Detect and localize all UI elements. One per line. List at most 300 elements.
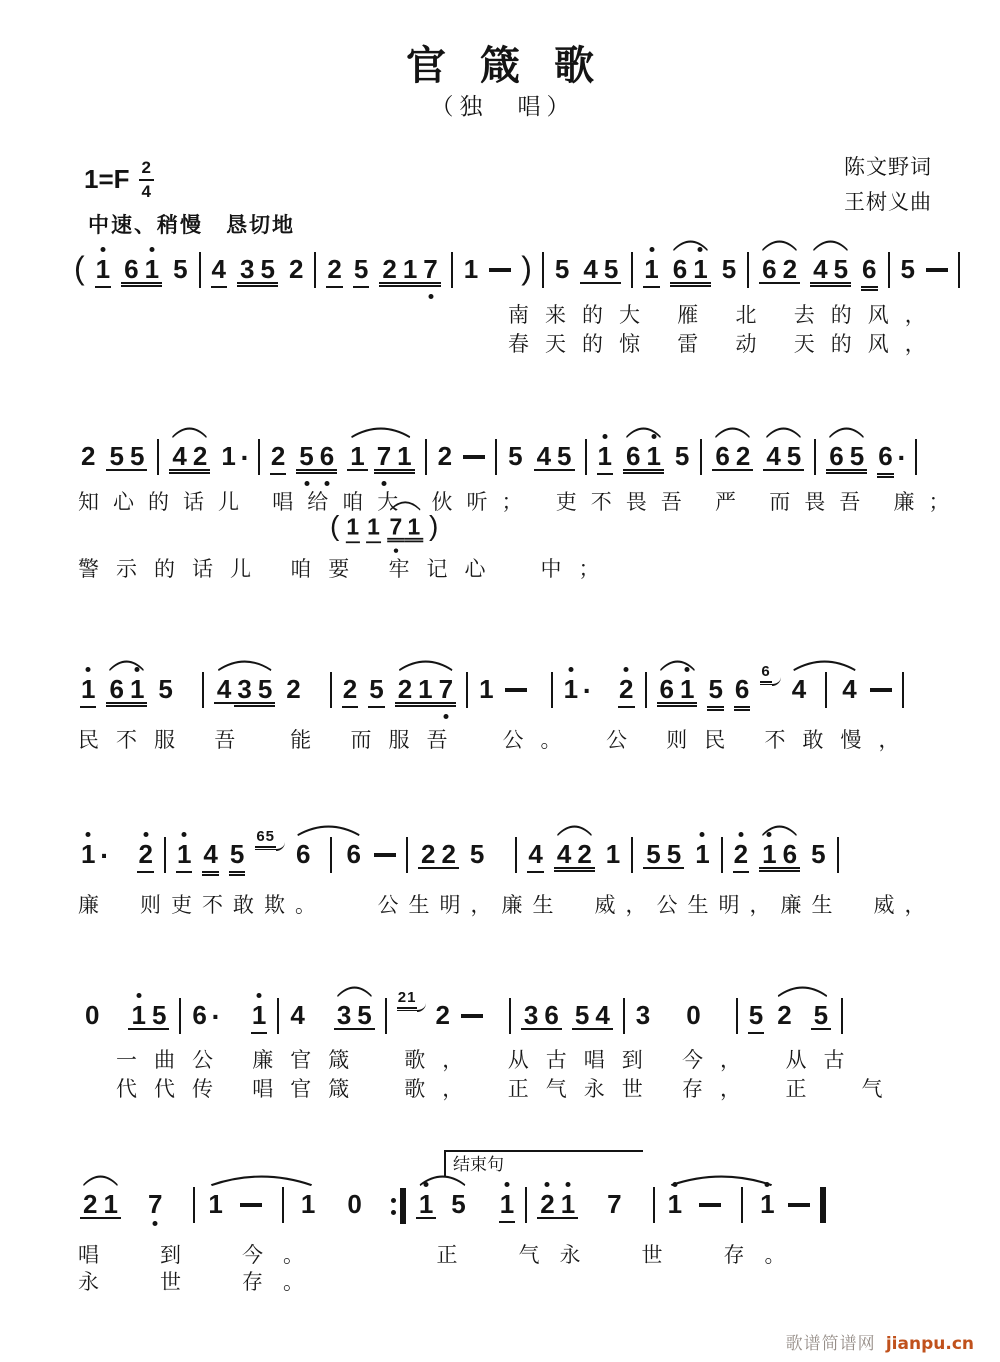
- barline: [525, 1187, 527, 1223]
- note: [237, 256, 257, 284]
- note: [172, 256, 188, 282]
- note: [665, 1191, 685, 1217]
- note-digit: 7: [376, 441, 392, 471]
- barline: [157, 439, 159, 475]
- note-digit: 2: [270, 441, 286, 471]
- note-digit: 4: [791, 674, 807, 704]
- slur-arc: [659, 659, 696, 671]
- note-digit: 5: [554, 254, 570, 284]
- note: [157, 676, 173, 702]
- note: [690, 256, 710, 284]
- note: [900, 256, 916, 282]
- slur-arc: [556, 824, 593, 836]
- note: [478, 676, 494, 702]
- note-digit: 1: [644, 254, 659, 284]
- note: [635, 1002, 651, 1028]
- note-digit: 6: [296, 839, 311, 869]
- slur-group: [334, 1002, 375, 1030]
- note: [353, 256, 369, 288]
- slur-group: [169, 443, 210, 471]
- note: [127, 443, 147, 471]
- slur-group: [670, 256, 711, 284]
- duration-dash: [374, 853, 396, 857]
- note-digit: 7: [607, 1189, 622, 1219]
- note-digit: 2: [540, 1189, 555, 1219]
- note-digit: 1: [418, 674, 433, 704]
- barline: [425, 439, 427, 475]
- note-digit: 1: [367, 513, 380, 540]
- note-digit: 3: [336, 1000, 352, 1030]
- slur-group: [774, 1002, 831, 1030]
- note-digit: 5: [666, 839, 682, 869]
- beam-group: [580, 256, 621, 284]
- note-digit: 5: [369, 674, 384, 704]
- barline: [958, 252, 960, 288]
- note: [202, 841, 218, 873]
- slur-arc: [828, 426, 865, 438]
- note-digit: 5: [721, 254, 737, 284]
- note: [499, 1191, 515, 1223]
- octave-dot-below: [428, 294, 433, 299]
- lyrics-line-4-1: 廉 则吏不敢欺。 公生明，廉生 威，公生明，廉生 威，: [78, 893, 936, 917]
- octave-dot-below: [381, 481, 386, 486]
- watermark: [786, 1329, 974, 1354]
- note: [759, 256, 779, 284]
- note: [507, 443, 523, 469]
- spacer: [226, 1191, 236, 1192]
- octave-dot-below: [443, 714, 448, 719]
- note: [257, 256, 277, 284]
- note: [643, 256, 659, 288]
- note-digit: 5: [786, 441, 802, 471]
- note: [839, 676, 859, 702]
- beam-group: [374, 443, 415, 471]
- note-digit: 5: [151, 1000, 167, 1030]
- octave-dot-above: [86, 832, 91, 837]
- note: [712, 443, 732, 471]
- note-digit: 5: [299, 441, 314, 471]
- note: [420, 256, 440, 284]
- barline: [888, 252, 890, 288]
- slur-group: [826, 443, 867, 471]
- octave-dot-above: [649, 247, 654, 252]
- beam-group: [106, 443, 147, 471]
- beam-group: [379, 256, 440, 284]
- final-barline: [820, 1187, 826, 1223]
- note: [394, 443, 414, 471]
- note-digit: 5: [508, 441, 523, 471]
- note-digit: 6: [734, 674, 750, 704]
- beam-group: [296, 443, 337, 471]
- note: [317, 443, 337, 471]
- note-digit: 3: [523, 1000, 539, 1030]
- spacer: [495, 841, 505, 842]
- beam-group: [534, 443, 575, 471]
- open-parenthesis: (: [330, 509, 340, 542]
- note: [527, 841, 543, 873]
- note: [597, 443, 613, 475]
- note-digit: 5: [129, 441, 145, 471]
- note-digit: 2: [342, 674, 358, 704]
- barline: [700, 439, 702, 475]
- spacer: [685, 1191, 695, 1192]
- octave-dot-above: [143, 832, 148, 837]
- key-signature: [84, 158, 154, 201]
- note: [664, 841, 684, 869]
- spacer: [110, 1002, 118, 1003]
- note: [811, 1002, 831, 1030]
- duration-dash: [489, 268, 511, 272]
- note-digit: 2: [397, 674, 413, 704]
- spacer: [436, 1191, 448, 1192]
- note: [534, 443, 554, 471]
- note-digit: 6: [829, 441, 844, 471]
- lyrics-line-6-2: 永 世 存。: [78, 1270, 324, 1294]
- note: [537, 1191, 557, 1219]
- note: [780, 841, 800, 869]
- duration-dash: [463, 455, 485, 459]
- slur-group: [293, 841, 364, 873]
- time-signature-numerator: 2: [139, 158, 154, 181]
- note: [572, 1002, 592, 1030]
- note-digit: 4: [528, 839, 543, 869]
- octave-dot-above: [602, 434, 607, 439]
- octave-dot-above: [568, 667, 573, 672]
- slur-arc: [667, 1174, 776, 1186]
- note: [733, 841, 749, 873]
- note-digit: 6: [124, 254, 139, 284]
- spacer: [749, 1191, 757, 1192]
- note-digit: 1: [646, 441, 661, 471]
- note-digit: 1: [760, 1189, 775, 1219]
- octave-dot-above: [700, 832, 705, 837]
- slur-arc: [625, 426, 662, 438]
- lyrics-line-5-2: 代代传 唱官箴 歌， 正气永世 存， 正 气: [116, 1077, 900, 1101]
- note-digit: 4: [203, 839, 218, 869]
- note-digit: 2: [735, 441, 751, 471]
- note: [774, 1002, 794, 1028]
- repeat-sign: [391, 1188, 406, 1224]
- barline: [199, 252, 201, 288]
- spacer: [312, 676, 320, 677]
- note-digit: 4: [813, 254, 828, 284]
- note-digit: 3: [635, 1000, 651, 1030]
- note-digit: 5: [229, 839, 245, 869]
- note: [592, 1002, 612, 1030]
- spacer: [229, 1002, 241, 1003]
- octave-dot-above: [136, 993, 141, 998]
- close-parenthesis: ): [521, 250, 532, 286]
- note: [106, 443, 126, 471]
- octave-dot-above: [86, 667, 91, 672]
- note-digit: 1: [418, 1189, 434, 1219]
- augmentation-dot: ·: [211, 1001, 221, 1032]
- note: [810, 256, 830, 284]
- note-digit: 1: [81, 839, 96, 869]
- slur-group: [214, 676, 275, 704]
- slur-group: [623, 443, 664, 471]
- barline: [902, 672, 904, 708]
- duration-dash: [926, 268, 948, 272]
- barline: [451, 252, 453, 288]
- note-digit: 5: [451, 1189, 466, 1219]
- note: [580, 256, 600, 284]
- beam-group: [572, 1002, 613, 1030]
- note-digit: 5: [353, 254, 369, 284]
- note: [106, 676, 126, 704]
- note-digit: 2: [619, 674, 634, 704]
- note: [346, 515, 360, 543]
- note: [142, 256, 162, 284]
- octave-dot-above: [545, 1182, 550, 1187]
- note: [342, 676, 358, 708]
- key-signature-text: 1=F: [84, 164, 130, 195]
- note-digit: 2: [81, 441, 96, 471]
- lyrics-line-6-1: 唱 到 今。 正 气永 世 存。: [78, 1243, 806, 1267]
- barline: [542, 252, 544, 288]
- note-digit: 5: [674, 441, 690, 471]
- barline: [747, 252, 749, 288]
- slur-arc: [776, 985, 829, 997]
- duration-dash: [870, 688, 892, 692]
- note-digit: 5: [811, 839, 826, 869]
- note-digit: 1: [560, 1189, 576, 1219]
- note: [657, 676, 677, 704]
- note: [789, 676, 809, 702]
- note: [347, 443, 367, 471]
- duration-dash: [240, 1203, 262, 1207]
- note: [354, 1002, 374, 1030]
- note-digit: 7: [389, 513, 403, 540]
- note: [127, 676, 147, 704]
- note: [190, 443, 210, 471]
- ending-section-label: 结束句: [444, 1150, 643, 1177]
- note-digit: 1: [208, 1189, 223, 1219]
- note-digit: 7: [423, 254, 438, 284]
- note: [643, 841, 663, 869]
- note-digit: 2: [138, 839, 153, 869]
- barline: [631, 252, 633, 288]
- note-digit: 2: [777, 1000, 792, 1030]
- note-digit: 1: [81, 674, 96, 704]
- note-digit: 5: [173, 254, 188, 284]
- rest-note: [685, 1002, 701, 1028]
- note-digit: 6: [672, 254, 688, 284]
- note: [554, 841, 574, 869]
- note-digit: 2: [286, 674, 301, 704]
- note-digit: 5: [109, 441, 124, 471]
- barline: [314, 252, 316, 288]
- barline: [645, 672, 647, 708]
- lyrics-line-2-1: 知心的话儿 唱给咱大 伙听； 吏不畏吾 严 而畏吾 廉；: [78, 490, 964, 514]
- note-digit: 6: [109, 674, 124, 704]
- note-digit: 6: [192, 1000, 207, 1030]
- note-digit: 1: [300, 1189, 316, 1219]
- barline: [837, 837, 839, 873]
- note-digit: 0: [686, 1000, 701, 1030]
- spacer: [117, 841, 127, 842]
- spacer: [173, 1191, 183, 1192]
- rest-note: [346, 1191, 362, 1217]
- note-digit: 1: [597, 441, 612, 471]
- note: [831, 256, 851, 284]
- note: [379, 256, 399, 284]
- note-digit: 1: [103, 1189, 118, 1219]
- octave-dot-below: [324, 481, 329, 486]
- note-digit: 1: [346, 513, 360, 540]
- note-digit: 5: [469, 839, 485, 869]
- beam-group: [521, 1002, 562, 1030]
- watermark-site-name: 歌谱简谱网: [785, 1334, 876, 1353]
- note: [296, 443, 316, 471]
- lyrics-line-2-2: 警示的话儿 咱要 牢记心 中；: [78, 557, 617, 581]
- note-digit: 4: [556, 839, 572, 869]
- note-digit: 0: [85, 1000, 100, 1030]
- rest-note: [84, 1002, 100, 1028]
- note: [861, 256, 877, 288]
- slur-arc: [761, 824, 798, 836]
- slur-arc: [812, 239, 849, 251]
- note: [366, 515, 380, 543]
- notation-line-2: [80, 443, 917, 475]
- beam-group: [237, 256, 278, 284]
- note-digit: 2: [288, 254, 304, 284]
- notation-line-4: [80, 828, 839, 873]
- note-digit: 5: [603, 254, 619, 284]
- note-digit: 3: [237, 674, 252, 704]
- note: [405, 515, 423, 540]
- note-digit: 5: [708, 674, 723, 704]
- note: [734, 676, 750, 708]
- barline: [736, 998, 738, 1034]
- beam-group: [643, 841, 684, 869]
- note: [334, 1002, 354, 1030]
- note: [80, 676, 96, 708]
- note: [618, 676, 634, 708]
- note: [80, 839, 110, 871]
- slur-group: [387, 515, 423, 540]
- spacer: [588, 1191, 596, 1192]
- note: [147, 1191, 163, 1217]
- slur-arc: [207, 1174, 316, 1186]
- barline: [721, 837, 723, 873]
- spacer: [493, 1002, 499, 1003]
- note: [826, 443, 846, 471]
- duration-dash: [788, 1203, 810, 1207]
- beam-group: [234, 676, 275, 704]
- octave-dot-above: [182, 832, 187, 837]
- beam-group: [537, 1191, 578, 1219]
- barline: [915, 439, 917, 475]
- notation-line-1: [74, 250, 960, 288]
- slur-arc: [82, 1174, 119, 1186]
- note-digit: 5: [813, 1000, 829, 1030]
- note-digit: 1: [144, 254, 160, 284]
- barline: [509, 998, 511, 1034]
- slur-group: [789, 676, 860, 708]
- note: [298, 1191, 318, 1217]
- note: [344, 841, 364, 867]
- grace-note: [760, 664, 780, 686]
- note-digit: 6: [659, 674, 674, 704]
- time-signature: [139, 158, 154, 201]
- note-digit: 2: [327, 254, 342, 284]
- note: [293, 841, 313, 867]
- note: [759, 841, 779, 869]
- note: [220, 441, 250, 473]
- barline: [631, 837, 633, 873]
- note: [521, 1002, 541, 1030]
- note-digit: 1: [499, 1189, 515, 1219]
- octave-dot-below: [304, 481, 309, 486]
- note-digit: 1: [402, 254, 418, 284]
- barline: [406, 837, 408, 873]
- note-digit: 2: [441, 839, 456, 869]
- slur-arc: [295, 824, 362, 836]
- note: [229, 841, 245, 873]
- octave-dot-above: [100, 247, 105, 252]
- note-digit: 1: [679, 674, 695, 704]
- duration-dash: [505, 688, 527, 692]
- augmentation-dot: ·: [240, 442, 250, 473]
- slur-group: [395, 676, 456, 704]
- note-digit: 6: [762, 254, 777, 284]
- spacer: [184, 676, 192, 677]
- repeat-dot: [391, 1198, 396, 1203]
- note-digit: 2: [437, 441, 453, 471]
- note-digit: 6: [319, 441, 335, 471]
- note: [784, 443, 804, 471]
- slur-group: [657, 676, 698, 704]
- grace-note: [255, 829, 285, 851]
- augmentation-dot: ·: [100, 840, 110, 871]
- note: [847, 443, 867, 471]
- spacer: [373, 1191, 381, 1192]
- note-digit: 1: [563, 674, 579, 704]
- barline: [164, 837, 166, 873]
- note: [574, 841, 594, 869]
- notation-line-3: [80, 663, 904, 708]
- slur-group: [810, 256, 851, 284]
- spacer: [725, 1191, 735, 1192]
- barline: [202, 672, 204, 708]
- note: [554, 443, 574, 471]
- barline: [814, 439, 816, 475]
- note-digit: 6: [625, 441, 641, 471]
- note-digit: 6: [862, 254, 877, 284]
- octave-dot-above: [149, 247, 154, 252]
- open-parenthesis: (: [74, 250, 85, 286]
- note: [100, 1191, 120, 1219]
- note-digit: 2: [83, 1189, 98, 1219]
- spacer: [600, 676, 608, 677]
- beam-group: [418, 841, 459, 869]
- note: [214, 676, 234, 704]
- tempo-marking: 中速、稍慢 恳切地: [88, 214, 295, 237]
- note-digit: 1: [762, 839, 777, 869]
- grace-digits: 21: [397, 990, 418, 1009]
- note: [288, 256, 304, 282]
- repeat-thick-bar: [400, 1188, 406, 1224]
- slur-arc: [765, 426, 802, 438]
- beam-group: [121, 256, 162, 284]
- slur-arc: [171, 426, 208, 438]
- note: [763, 443, 783, 471]
- note-digit: 2: [577, 839, 592, 869]
- barline: [741, 1187, 743, 1223]
- note: [733, 443, 753, 471]
- note: [563, 674, 593, 706]
